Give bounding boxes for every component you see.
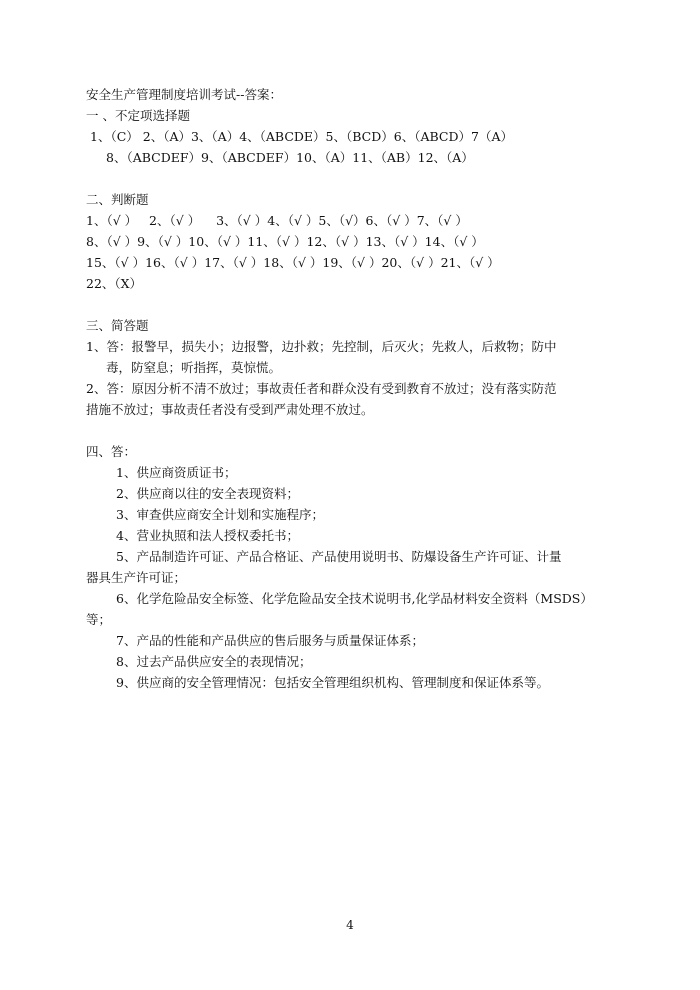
section1-line: 8、（ABCDEF）9、（ABCDEF）10、（A）11、（AB）12、（A） <box>106 150 474 165</box>
section4-item: 9、供应商的安全管理情况：包括安全管理组织机构、管理制度和保证体系等。 <box>116 675 549 690</box>
document-title: 安全生产管理制度培训考试--答案： <box>86 87 282 102</box>
answer1-line: 毒，防窒息；听指挥，莫惊慌。 <box>106 360 282 375</box>
section4-item: 8、过去产品供应安全的表现情况； <box>116 654 312 669</box>
spacer <box>86 420 626 441</box>
section4-item: 4、营业执照和法人授权委托书； <box>116 528 299 543</box>
spacer <box>86 168 626 189</box>
section4-item: 2、供应商以往的安全表现资料； <box>116 486 299 501</box>
answer1-line: 1、答：报警早，损失小；边报警，边扑救；先控制，后灭火；先救人，后救物；防中 <box>86 339 557 354</box>
answer-sheet <box>86 84 626 693</box>
section4-item: 7、产品的性能和产品供应的售后服务与质量保证体系； <box>116 633 424 648</box>
section2-line: 15、（√ ）16、（√ ）17、（√ ）18、（√ ）19、（√ ）20、（√ ）21、（√ ） <box>86 255 500 270</box>
section3-heading: 三、简答题 <box>86 318 149 333</box>
section4-item-continuation: 器具生产许可证； <box>86 570 187 585</box>
answer2-line: 2、答：原因分析不清不放过；事故责任者和群众没有受到教育不放过；没有落实防范 <box>86 381 557 396</box>
page-number: 4 <box>346 918 354 932</box>
section4-item: 6、化学危险品安全标签、化学危险品安全技术说明书,化学品材料安全资料（MSDS） <box>116 591 593 606</box>
section4-item: 5、产品制造许可证、产品合格证、产品使用说明书、防爆设备生产许可证、计量 <box>116 549 562 564</box>
section2-heading: 二、判断题 <box>86 192 149 207</box>
answer2-line: 措施不放过；事故责任者没有受到严肃处理不放过。 <box>86 402 374 417</box>
section1-line: 1、（C） 2、（A）3、（A）4、（ABCDE）5、（BCD）6、（ABCD）7（A） <box>90 129 513 144</box>
section4-item: 3、审查供应商安全计划和实施程序； <box>116 507 324 522</box>
section2-line: 8、（√ ）9、（√ ）10、（√ ）11、（√ ）12、（√ ）13、（√ ）14、（√ ） <box>86 234 484 249</box>
section4-heading: 四、答： <box>86 444 137 459</box>
section1-heading: 一 、不定项选择题 <box>86 108 190 123</box>
section4-item: 1、供应商资质证书； <box>116 465 237 480</box>
section2-line: 22、（X） <box>86 276 143 291</box>
section2-line: 1、（√ ） 2、（√ ） 3、（√ ）4、（√ ）5、（√）6、（√ ）7、（√ ） <box>86 213 468 228</box>
spacer <box>86 294 626 315</box>
section4-item-continuation: 等； <box>86 612 112 627</box>
